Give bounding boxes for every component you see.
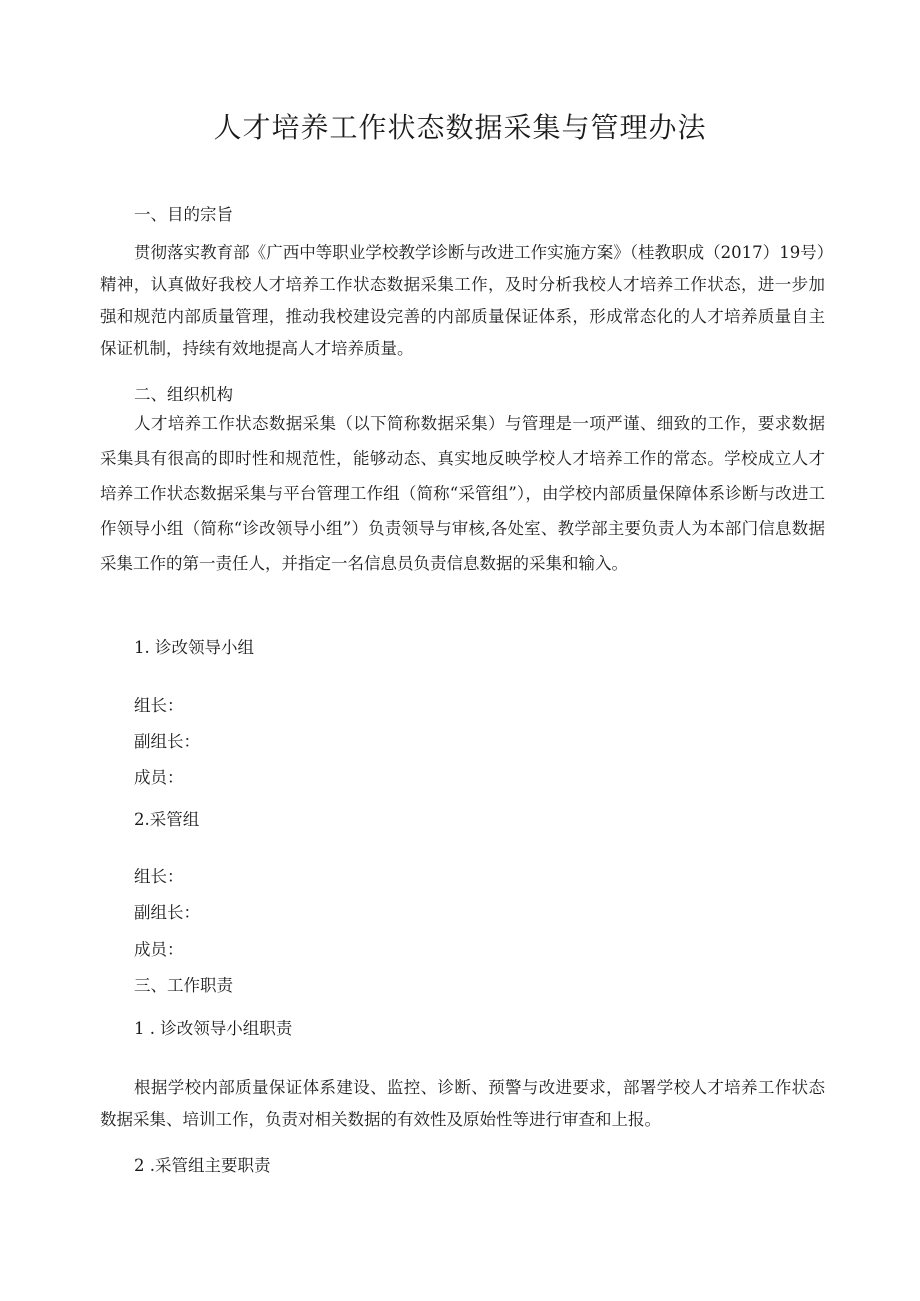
leadership-group-deputy: 副组长： (134, 732, 200, 751)
document-title: 人才培养工作状态数据采集与管理办法 (213, 111, 707, 144)
leadership-group-heading: 1. 诊改领导小组 (134, 638, 254, 657)
leadership-group-members: 成员： (134, 768, 184, 787)
section-1-paragraph: 贯彻落实教育部《广西中等职业学校教学诊断与改进工作实施方案》（桂教职成（2017）19号）精神，认真做好我校人才培养工作状态数据采集工作，及时分析我校人才培养工作状态，进一步加强和规范内部质量管理，推动我校建设完善的内部质量保证体系，形成常态化的人才培养质量自主保证机制，持续有效地提高人才培养质量。 (100, 243, 825, 358)
section-1-heading: 一、目的宗旨 (134, 205, 233, 224)
leadership-group-leader: 组长： (134, 696, 184, 715)
collection-group-leader: 组长： (134, 867, 184, 886)
collection-group-members: 成员： (134, 940, 184, 959)
collection-group-deputy: 副组长： (134, 903, 200, 922)
duty-1-heading: 1 . 诊改领导小组职责 (134, 1019, 293, 1038)
section-3-heading: 三、工作职责 (134, 976, 233, 995)
duty-2-heading: 2 .采管组主要职责 (134, 1156, 271, 1175)
duty-1-paragraph: 根据学校内部质量保证体系建设、监控、诊断、预警与改进要求，部署学校人才培养工作状态数据采集、培训工作，负责对相关数据的有效性及原始性等进行审查和上报。 (100, 1078, 825, 1129)
section-2-heading: 二、组织机构 (134, 385, 233, 404)
collection-group-heading: 2.采管组 (134, 810, 200, 829)
section-2-paragraph: 人才培养工作状态数据采集（以下简称数据采集）与管理是一项严谨、细致的工作，要求数据采集具有很高的即时性和规范性，能够动态、真实地反映学校人才培养工作的常态。学校成立人才培养工作状态数据采集与平台管理工作组（简称“采管组”），由学校内部质量保障体系诊断与改进工作领导小组（简称“诊改领导小组”）负责领导与审核,各处室、教学部主要负责人为本部门信息数据采集工作的第一责任人，并指定一名信息员负责信息数据的采集和输入。 (100, 414, 825, 573)
